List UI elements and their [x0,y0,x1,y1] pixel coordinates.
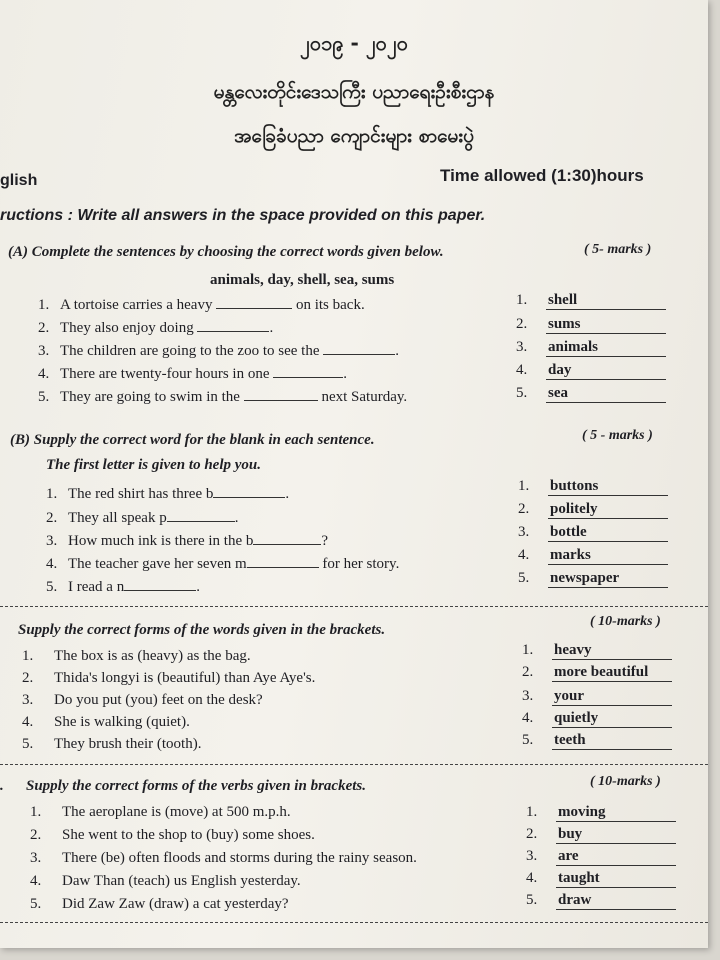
section-a-marks: ( 5- marks ) [584,242,652,257]
section-d-item: 5. Did Zaw Zaw (draw) a cat yesterday? [30,896,289,912]
section-c-answer: 1. heavy [522,642,672,660]
section-c-item: 4. She is walking (quiet). [22,714,190,730]
section-a-answer: 5. sea [516,385,666,403]
section-a-item: 4. There are twenty-four hours in one . [38,366,348,382]
instructions: ructions : Write all answers in the space provided on this paper. [0,207,486,224]
section-a-item: 5. They are going to swim in the next Saturday. [38,389,408,405]
section-b-item: 5. I read a n . [46,579,200,595]
section-b-answer: 4. marks [518,547,668,565]
time-allowed: Time allowed (1:30)hours [440,166,644,185]
section-divider [0,606,708,607]
section-d-answer: 3. are [526,848,676,866]
section-a-heading: (A) Complete the sentences by choosing the correct words given below. [8,244,444,260]
section-b-item: 2. They all speak p . [46,510,239,526]
section-d-answer: 2. buy [526,826,676,844]
section-a-item: 2. They also enjoy doing . [38,320,274,336]
subject-label: glish [0,172,38,189]
section-c-answer: 3. your [522,688,672,706]
section-d-item: 3. There (be) often floods and storms during the rainy season. [30,850,417,866]
section-c-item: 3. Do you put (you) feet on the desk? [22,692,263,708]
section-c-item: 5. They brush their (tooth). [22,736,202,752]
section-d-item: 1. The aeroplane is (move) at 500 m.p.h. [30,804,291,820]
section-c-answer: 2. more beautiful [522,664,672,682]
section-d-answer: 5. draw [526,892,676,910]
section-divider [0,922,708,923]
section-d-answer: 4. taught [526,870,676,888]
section-a-answer: 3. animals [516,339,666,357]
section-d-heading: . Supply the correct forms of the verbs given in brackets. [0,778,366,794]
section-a-item: 3. The children are going to the zoo to see the . [38,343,399,359]
section-b-answer: 2. politely [518,501,668,519]
section-b-subheading: The first letter is given to help you. [46,457,261,473]
section-b-heading: (B) Supply the correct word for the blank in each sentence. [10,432,375,448]
exam-authority: မန္တလေးတိုင်းဒေသကြီး ပညာရေးဦးစီးဌာန [213,81,495,103]
section-b-answer: 5. newspaper [518,570,668,588]
section-b-item: 1. The red shirt has three b . [46,486,290,502]
section-a-answer: 4. day [516,362,666,380]
section-c-marks: ( 10-marks ) [590,614,661,629]
section-b-answer: 3. bottle [518,524,668,542]
section-a-answer: 2. sums [516,316,666,334]
section-d-marks: ( 10-marks ) [590,774,661,789]
section-b-item: 4. The teacher gave her seven m for her story. [46,556,400,572]
section-b-item: 3. How much ink is there in the b ? [46,533,329,549]
section-c-answer: 4. quietly [522,710,672,728]
section-d-item: 4. Daw Than (teach) us English yesterday. [30,873,301,889]
section-a-wordbox: animals, day, shell, sea, sums [210,272,395,288]
section-d-answer: 1. moving [526,804,676,822]
exam-title: အခြေခံပညာ ကျောင်းများ စာမေးပွဲ [234,125,474,147]
section-c-answer: 5. teeth [522,732,672,750]
section-a-answer: 1. shell [516,292,666,310]
section-d-item: 2. She went to the shop to (buy) some shoes. [30,827,315,843]
section-c-heading: Supply the correct forms of the words given in the brackets. [18,622,386,638]
section-c-item: 1. The box is as (heavy) as the bag. [22,648,251,664]
section-c-item: 2. Thida's longyi is (beautiful) than Aye Aye's. [22,670,316,686]
section-b-marks: ( 5 - marks ) [582,428,653,443]
section-b-answer: 1. buttons [518,478,668,496]
section-divider [0,764,708,765]
section-a-item: 1. A tortoise carries a heavy on its back. [38,297,365,313]
exam-year: ၂၀၁၉ - ၂၀၂၀ [300,31,408,55]
